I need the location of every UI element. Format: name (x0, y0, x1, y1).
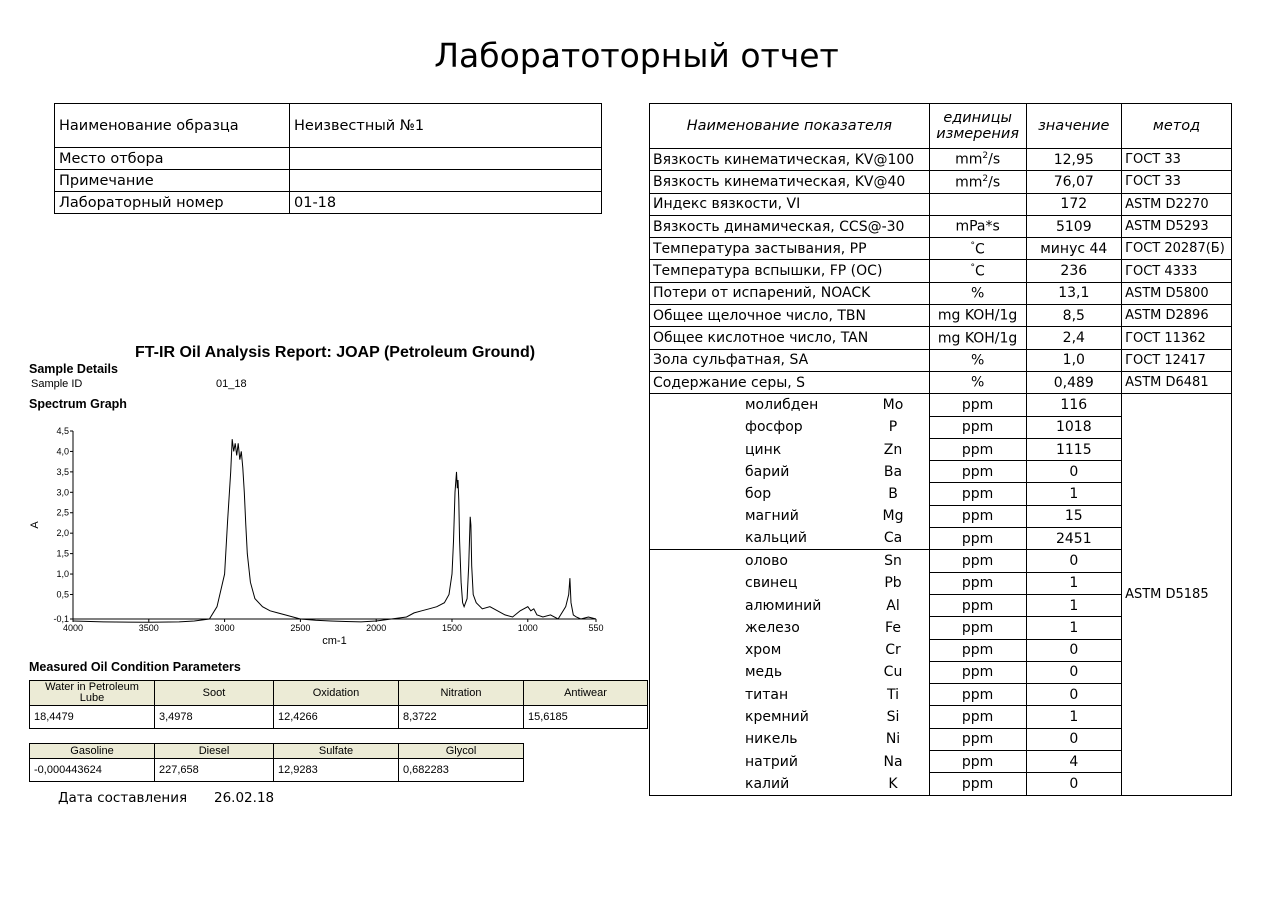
element-name: натрий (745, 753, 798, 770)
param-value: 172 (1026, 193, 1122, 215)
sample-info-table (54, 103, 602, 214)
element-unit: ppm (929, 550, 1026, 572)
y-axis-label: A (29, 521, 41, 529)
element-symbol: Ti (886, 686, 899, 703)
param-row (650, 238, 1232, 260)
x-tick-label: 3500 (138, 623, 159, 633)
element-unit: ppm (929, 594, 1026, 616)
info-value (290, 170, 602, 192)
y-tick-label: 4,5 (56, 426, 69, 436)
element-value: 15 (1026, 505, 1122, 527)
element-value: 1 (1026, 483, 1122, 505)
unit-sup: 2 (982, 173, 989, 184)
element-name-cell (650, 661, 930, 683)
element-symbol: Ca (883, 530, 903, 547)
param-row (650, 305, 1232, 327)
element-value: 1018 (1026, 416, 1122, 438)
param-method: ASTM D2896 (1122, 305, 1232, 327)
param-value: 76,07 (1026, 171, 1122, 193)
unit-sup: ° (970, 262, 975, 273)
element-name-cell (650, 728, 930, 750)
unit-base: mm (955, 174, 983, 191)
element-value: 0 (1026, 773, 1122, 795)
condition-header: Antiwear (524, 681, 648, 706)
unit-base: % (970, 285, 985, 302)
element-value: 0 (1026, 639, 1122, 661)
param-unit (929, 305, 1026, 327)
element-unit: ppm (929, 416, 1026, 438)
unit-tail: C (974, 241, 985, 258)
param-name: Общее щелочное число, TBN (650, 305, 930, 327)
param-name: Вязкость кинематическая, KV@40 (650, 171, 930, 193)
y-tick-label: 2,0 (56, 528, 69, 539)
param-method: ASTM D5293 (1122, 215, 1232, 237)
param-method: ГОСТ 33 (1122, 171, 1232, 193)
param-value: 2,4 (1026, 327, 1122, 349)
element-value: 0 (1026, 728, 1122, 750)
element-name-cell (650, 572, 930, 594)
info-label: Примечание (55, 170, 290, 192)
param-method: ГОСТ 20287(Б) (1122, 238, 1232, 260)
param-name: Температура вспышки, FP (OC) (650, 260, 930, 282)
element-unit: ppm (929, 773, 1026, 795)
element-symbol: Fe (885, 619, 901, 636)
spectrum-graph-label: Spectrum Graph (29, 397, 127, 411)
element-name-cell (650, 438, 930, 460)
x-tick-label: 550 (588, 623, 604, 633)
element-value: 4 (1026, 751, 1122, 773)
param-unit (929, 282, 1026, 304)
elements-method: ASTM D5185 (1122, 394, 1232, 795)
contamination-header: Sulfate (274, 744, 399, 759)
element-name: цинк (745, 441, 782, 458)
element-symbol: Mg (882, 508, 904, 525)
sample-id-label: Sample ID (31, 378, 83, 390)
param-method: ASTM D2270 (1122, 193, 1232, 215)
param-unit (929, 371, 1026, 393)
info-row (55, 148, 602, 170)
condition-header-row (30, 681, 648, 706)
element-value: 0 (1026, 661, 1122, 683)
param-name: Зола сульфатная, SA (650, 349, 930, 371)
element-value: 0 (1026, 550, 1122, 572)
element-name-cell (650, 394, 930, 416)
info-label: Лабораторный номер (55, 192, 290, 214)
condition-value: 15,6185 (524, 706, 648, 729)
condition-value-row (30, 706, 648, 729)
contamination-value-row (30, 759, 524, 782)
x-tick-label: 2500 (290, 623, 311, 633)
element-name: титан (745, 686, 789, 703)
contamination-value: -0,000443624 (30, 759, 155, 782)
unit-base: % (970, 374, 985, 391)
element-unit: ppm (929, 684, 1026, 706)
element-value: 0 (1026, 461, 1122, 483)
element-symbol: Cr (885, 642, 901, 659)
param-value: 236 (1026, 260, 1122, 282)
element-name-cell (650, 594, 930, 616)
unit-base: mm (955, 151, 983, 168)
contamination-value: 0,682283 (399, 759, 524, 782)
header-name: Наименование показателя (650, 104, 930, 149)
unit-base: mPa*s (955, 218, 1000, 235)
element-value: 1 (1026, 572, 1122, 594)
param-value: 5109 (1026, 215, 1122, 237)
param-unit (929, 349, 1026, 371)
info-row (55, 192, 602, 214)
contamination-table (29, 743, 524, 782)
element-unit: ppm (929, 483, 1026, 505)
y-tick-label: 3,0 (56, 487, 69, 498)
param-row (650, 193, 1232, 215)
element-name: железо (745, 619, 800, 636)
element-unit: ppm (929, 572, 1026, 594)
element-value: 2451 (1026, 528, 1122, 550)
param-name: Температура застывания, PP (650, 238, 930, 260)
element-unit: ppm (929, 728, 1026, 750)
y-tick-label: 3,5 (56, 466, 69, 477)
element-name-cell (650, 773, 930, 795)
element-symbol: Mo (882, 397, 904, 414)
x-tick-label: 4000 (62, 623, 84, 633)
info-value: Неизвестный №1 (290, 104, 602, 148)
param-row (650, 282, 1232, 304)
element-unit: ppm (929, 617, 1026, 639)
param-unit (929, 171, 1026, 193)
element-name: калий (745, 775, 790, 792)
header-unit: единицы измерения (929, 104, 1026, 149)
y-tick-label: -0,1 (53, 614, 69, 624)
element-symbol: P (888, 419, 898, 436)
condition-value: 18,4479 (30, 706, 155, 729)
param-name: Содержание серы, S (650, 371, 930, 393)
param-unit (929, 193, 1026, 215)
element-value: 1 (1026, 594, 1122, 616)
element-name: магний (745, 508, 799, 525)
info-label: Место отбора (55, 148, 290, 170)
param-value: 13,1 (1026, 282, 1122, 304)
element-unit: ppm (929, 461, 1026, 483)
param-method: ГОСТ 11362 (1122, 327, 1232, 349)
element-symbol: Ni (885, 731, 901, 748)
element-name: алюминий (745, 597, 822, 614)
element-name-cell (650, 505, 930, 527)
header-method: метод (1122, 104, 1232, 149)
page-title: Лаборатоторный отчет (434, 36, 839, 75)
info-value (290, 148, 602, 170)
header-value: значение (1026, 104, 1122, 149)
measured-title: Measured Oil Condition Parameters (29, 660, 241, 674)
element-name-cell (650, 483, 930, 505)
param-method: ГОСТ 4333 (1122, 260, 1232, 282)
unit-tail: /s (988, 174, 1001, 191)
condition-value: 3,4978 (155, 706, 274, 729)
element-symbol: Pb (884, 575, 902, 592)
param-value: минус 44 (1026, 238, 1122, 260)
element-unit: ppm (929, 528, 1026, 550)
unit-sup: ° (970, 240, 975, 251)
element-symbol: Cu (883, 664, 903, 681)
element-name: хром (745, 642, 782, 659)
element-name: бор (745, 486, 772, 503)
sample-details-label: Sample Details (29, 362, 118, 376)
param-row (650, 215, 1232, 237)
ftir-title: FT-IR Oil Analysis Report: JOAP (Petroleum Ground) (135, 344, 536, 361)
param-value: 0,489 (1026, 371, 1122, 393)
condition-value: 12,4266 (274, 706, 399, 729)
unit-base: mg KOH/1g (937, 308, 1018, 325)
condition-header: Soot (155, 681, 274, 706)
param-method: ГОСТ 12417 (1122, 349, 1232, 371)
param-name: Индекс вязкости, VI (650, 193, 930, 215)
element-name: молибден (745, 397, 819, 414)
element-value: 0 (1026, 684, 1122, 706)
element-name: никель (745, 731, 798, 748)
element-unit: ppm (929, 661, 1026, 683)
element-symbol: B (888, 486, 898, 503)
element-value: 1115 (1026, 438, 1122, 460)
element-value: 116 (1026, 394, 1122, 416)
param-method: ASTM D6481 (1122, 371, 1232, 393)
element-unit: ppm (929, 438, 1026, 460)
param-value: 8,5 (1026, 305, 1122, 327)
param-value: 1,0 (1026, 349, 1122, 371)
param-name: Вязкость динамическая, CCS@-30 (650, 215, 930, 237)
params-header-row (650, 104, 1232, 149)
unit-tail: C (974, 263, 985, 280)
element-unit: ppm (929, 706, 1026, 728)
element-name: кальций (745, 530, 807, 547)
spectrum-line (73, 439, 596, 622)
unit-sup: 2 (982, 151, 989, 162)
date-value: 26.02.18 (214, 790, 275, 806)
element-name: олово (745, 553, 788, 570)
element-name: фосфор (745, 419, 803, 436)
contamination-value: 227,658 (155, 759, 274, 782)
contamination-header-row (30, 744, 524, 759)
param-row (650, 349, 1232, 371)
element-unit: ppm (929, 639, 1026, 661)
param-method: ГОСТ 33 (1122, 149, 1232, 171)
unit-tail: /s (988, 151, 1001, 168)
param-unit (929, 215, 1026, 237)
x-axis-label: cm-1 (322, 635, 347, 647)
element-symbol: K (888, 775, 898, 792)
element-unit: ppm (929, 751, 1026, 773)
param-row (650, 327, 1232, 349)
param-row (650, 371, 1232, 393)
contamination-header: Gasoline (30, 744, 155, 759)
param-row (650, 171, 1232, 193)
contamination-value: 12,9283 (274, 759, 399, 782)
element-name: барий (745, 463, 790, 480)
element-name-cell (650, 639, 930, 661)
y-tick-label: 0,5 (56, 589, 69, 600)
element-value: 1 (1026, 617, 1122, 639)
condition-header: Oxidation (274, 681, 399, 706)
param-row (650, 260, 1232, 282)
spectrum-chart (28, 420, 618, 650)
element-symbol: Ba (883, 463, 903, 480)
element-name-cell (650, 684, 930, 706)
param-unit (929, 149, 1026, 171)
condition-table (29, 680, 648, 729)
info-row (55, 170, 602, 192)
y-tick-label: 1,0 (56, 569, 69, 580)
condition-header: Water in Petroleum Lube (30, 681, 155, 706)
param-row (650, 149, 1232, 171)
param-method: ASTM D5800 (1122, 282, 1232, 304)
info-value: 01-18 (290, 192, 602, 214)
param-unit (929, 260, 1026, 282)
param-name: Общее кислотное число, TAN (650, 327, 930, 349)
param-name: Потери от испарений, NOACK (650, 282, 930, 304)
param-unit (929, 327, 1026, 349)
element-symbol: Sn (884, 553, 902, 570)
y-tick-label: 4,0 (56, 446, 69, 457)
element-name-cell (650, 751, 930, 773)
element-name-cell (650, 550, 930, 572)
param-unit (929, 238, 1026, 260)
x-tick-label: 1000 (517, 623, 538, 633)
element-symbol: Na (883, 753, 903, 770)
x-tick-label: 2000 (366, 623, 387, 633)
condition-header: Nitration (399, 681, 524, 706)
element-unit: ppm (929, 394, 1026, 416)
element-unit: ppm (929, 505, 1026, 527)
element-name-cell (650, 528, 930, 550)
element-value: 1 (1026, 706, 1122, 728)
element-name-cell (650, 706, 930, 728)
element-name: свинец (745, 575, 798, 592)
x-tick-label: 3000 (214, 623, 235, 633)
element-symbol: Si (886, 709, 900, 726)
date-label: Дата составления (58, 790, 188, 806)
unit-base: % (970, 352, 985, 369)
element-name: кремний (745, 709, 809, 726)
element-symbol: Zn (883, 441, 903, 458)
param-name: Вязкость кинематическая, KV@100 (650, 149, 930, 171)
y-tick-label: 2,5 (56, 507, 69, 518)
x-tick-label: 1500 (441, 623, 463, 633)
element-name: медь (745, 664, 783, 681)
element-name-cell (650, 617, 930, 639)
element-row (650, 394, 1232, 416)
info-label: Наименование образца (55, 104, 290, 148)
param-value: 12,95 (1026, 149, 1122, 171)
element-name-cell (650, 416, 930, 438)
condition-value: 8,3722 (399, 706, 524, 729)
element-name-cell (650, 461, 930, 483)
element-symbol: Al (886, 597, 900, 614)
info-row (55, 104, 602, 148)
contamination-header: Diesel (155, 744, 274, 759)
contamination-header: Glycol (399, 744, 524, 759)
unit-base: mg KOH/1g (937, 330, 1018, 347)
params-table (649, 103, 1232, 796)
sample-id-value: 01_18 (216, 378, 247, 390)
y-tick-label: 1,5 (56, 548, 69, 559)
